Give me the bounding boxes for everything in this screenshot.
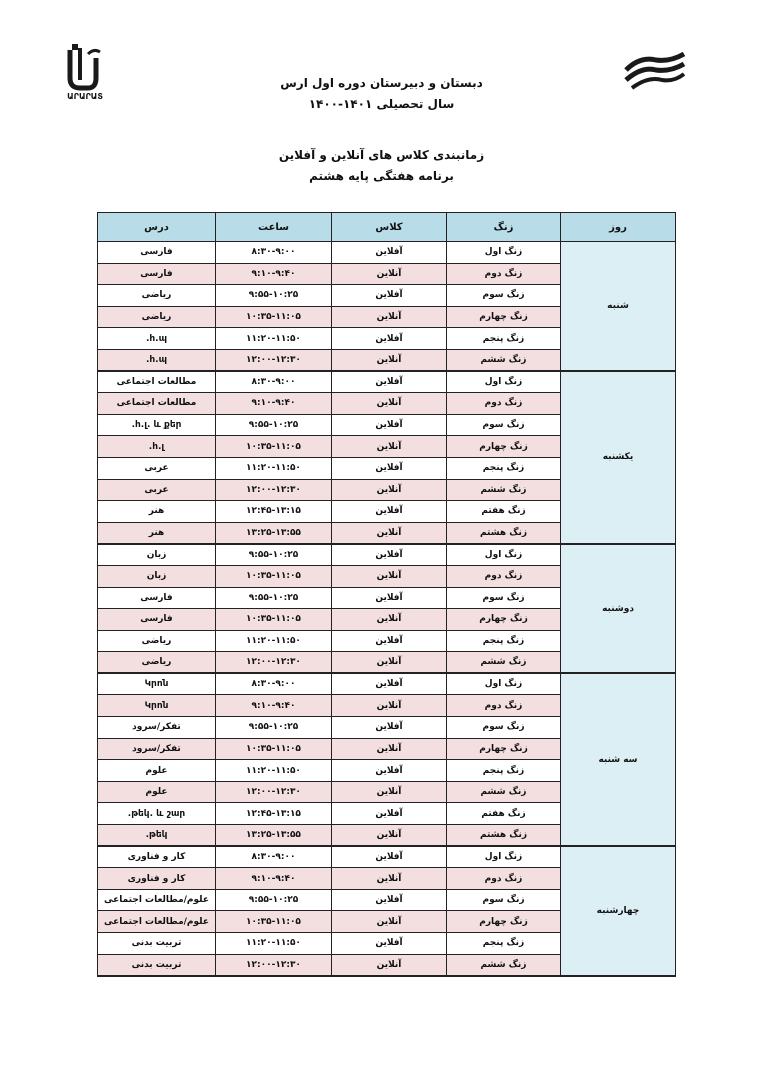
bell-cell: زنگ چهارم	[447, 609, 561, 631]
bell-cell: زنگ دوم	[447, 393, 561, 415]
time-cell: ۱۳:۲۵-۱۳:۵۵	[216, 522, 332, 544]
bell-cell: زنگ هفتم	[447, 501, 561, 523]
class-mode-cell: آفلاین	[332, 371, 447, 393]
class-mode-cell: آنلاین	[332, 263, 447, 285]
table-row	[98, 673, 676, 695]
time-cell: ۱۰:۳۵-۱۱:۰۵	[216, 738, 332, 760]
academic-year: سال تحصیلی ۱۴۰۱-۱۴۰۰	[308, 97, 455, 111]
time-cell: ۱۲:۰۰-۱۲:۳۰	[216, 479, 332, 501]
time-cell: ۹:۱۰-۹:۴۰	[216, 868, 332, 890]
class-mode-cell: آفلاین	[332, 673, 447, 695]
bell-cell: زنگ پنجم	[447, 933, 561, 955]
lesson-cell: ریاضی	[98, 630, 216, 652]
class-mode-cell: آفلاین	[332, 328, 447, 350]
weekly-schedule-table	[97, 212, 676, 977]
table-row	[98, 846, 676, 868]
time-cell: ۹:۱۰-۹:۴۰	[216, 393, 332, 415]
column-header-class: کلاس	[332, 213, 447, 242]
time-cell: ۹:۵۵-۱۰:۲۵	[216, 717, 332, 739]
bell-cell: زنگ سوم	[447, 285, 561, 307]
bell-cell: زنگ پنجم	[447, 328, 561, 350]
bell-cell: زنگ دوم	[447, 868, 561, 890]
time-cell: ۹:۵۵-۱۰:۲۵	[216, 587, 332, 609]
time-cell: ۱۲:۰۰-۱۲:۳۰	[216, 954, 332, 976]
class-mode-cell: آفلاین	[332, 457, 447, 479]
class-mode-cell: آفلاین	[332, 933, 447, 955]
class-mode-cell: آنلاین	[332, 479, 447, 501]
class-mode-cell: آفلاین	[332, 587, 447, 609]
table-header-row	[98, 213, 676, 242]
class-mode-cell: آنلاین	[332, 695, 447, 717]
class-mode-cell: آنلاین	[332, 349, 447, 371]
lesson-cell: ریاضی	[98, 285, 216, 307]
bell-cell: زنگ اول	[447, 673, 561, 695]
time-cell: ۱۱:۲۰-۱۱:۵۰	[216, 328, 332, 350]
time-cell: ۸:۳۰-۹:۰۰	[216, 242, 332, 264]
bell-cell: زنگ اول	[447, 846, 561, 868]
class-mode-cell: آنلاین	[332, 738, 447, 760]
bell-cell: زنگ دوم	[447, 263, 561, 285]
lesson-cell: հ.լ.	[98, 436, 216, 458]
class-mode-cell: آفلاین	[332, 760, 447, 782]
day-cell: یکشنبه	[561, 371, 676, 544]
time-cell: ۱۱:۲۰-۱۱:۵۰	[216, 630, 332, 652]
class-mode-cell: آفلاین	[332, 242, 447, 264]
time-cell: ۱۰:۳۵-۱۱:۰۵	[216, 436, 332, 458]
bell-cell: زنگ سوم	[447, 717, 561, 739]
column-header-lesson: درس	[98, 213, 216, 242]
time-cell: ۱۲:۰۰-۱۲:۳۰	[216, 652, 332, 674]
lesson-cell: زبان	[98, 544, 216, 566]
lesson-cell: فارسی	[98, 242, 216, 264]
time-cell: ۱۰:۳۵-۱۱:۰۵	[216, 911, 332, 933]
class-mode-cell: آفلاین	[332, 846, 447, 868]
class-mode-cell: آنلاین	[332, 911, 447, 933]
bell-cell: زنگ اول	[447, 371, 561, 393]
bell-cell: زنگ سوم	[447, 587, 561, 609]
lesson-cell: مطالعات اجتماعی	[98, 393, 216, 415]
lesson-cell: Կրոն	[98, 695, 216, 717]
time-cell: ۱۱:۲۰-۱۱:۵۰	[216, 457, 332, 479]
time-cell: ۹:۱۰-۹:۴۰	[216, 263, 332, 285]
class-mode-cell: آفلاین	[332, 889, 447, 911]
time-cell: ۱۲:۴۵-۱۳:۱۵	[216, 803, 332, 825]
class-mode-cell: آفلاین	[332, 414, 447, 436]
school-name: دبستان و دبیرستان دوره اول ارس	[280, 76, 483, 90]
lesson-cell: հ.լ. և քեր.	[98, 414, 216, 436]
time-cell: ۱۲:۰۰-۱۲:۳۰	[216, 781, 332, 803]
bell-cell: زنگ ششم	[447, 781, 561, 803]
bell-cell: زنگ هشتم	[447, 825, 561, 847]
time-cell: ۱۰:۳۵-۱۱:۰۵	[216, 565, 332, 587]
bell-cell: زنگ چهارم	[447, 306, 561, 328]
class-mode-cell: آفلاین	[332, 717, 447, 739]
lesson-cell: تفکر/سرود	[98, 738, 216, 760]
lesson-cell: Կրոն	[98, 673, 216, 695]
bell-cell: زنگ چهارم	[447, 436, 561, 458]
class-mode-cell: آفلاین	[332, 803, 447, 825]
lesson-cell: کار و فناوری	[98, 846, 216, 868]
class-mode-cell: آنلاین	[332, 609, 447, 631]
lesson-cell: هنر	[98, 522, 216, 544]
time-cell: ۱۰:۳۵-۱۱:۰۵	[216, 609, 332, 631]
day-cell: شنبه	[561, 242, 676, 372]
time-cell: ۹:۵۵-۱۰:۲۵	[216, 889, 332, 911]
lesson-cell: هنر	[98, 501, 216, 523]
time-cell: ۱۱:۲۰-۱۱:۵۰	[216, 760, 332, 782]
bell-cell: زنگ سوم	[447, 889, 561, 911]
class-mode-cell: آنلاین	[332, 522, 447, 544]
lesson-cell: زبان	[98, 565, 216, 587]
column-header-time: ساعت	[216, 213, 332, 242]
lesson-cell: علوم	[98, 760, 216, 782]
time-cell: ۹:۱۰-۹:۴۰	[216, 695, 332, 717]
bell-cell: زنگ ششم	[447, 652, 561, 674]
time-cell: ۸:۳۰-۹:۰۰	[216, 673, 332, 695]
time-cell: ۱۲:۴۵-۱۳:۱۵	[216, 501, 332, 523]
lesson-cell: علوم/مطالعات اجتماعی	[98, 889, 216, 911]
bell-cell: زنگ پنجم	[447, 457, 561, 479]
day-cell: سه شنبه	[561, 673, 676, 846]
table-row	[98, 242, 676, 264]
time-cell: ۸:۳۰-۹:۰۰	[216, 846, 332, 868]
lesson-cell: فارسی	[98, 587, 216, 609]
lesson-cell: عربی	[98, 479, 216, 501]
bell-cell: زنگ اول	[447, 242, 561, 264]
lesson-cell: کار و فناوری	[98, 868, 216, 890]
class-mode-cell: آنلاین	[332, 565, 447, 587]
day-cell: چهارشنبه	[561, 846, 676, 976]
lesson-cell: ریاضی	[98, 652, 216, 674]
time-cell: ۹:۵۵-۱۰:۲۵	[216, 544, 332, 566]
class-mode-cell: آنلاین	[332, 954, 447, 976]
lesson-cell: فارسی	[98, 263, 216, 285]
bell-cell: زنگ ششم	[447, 479, 561, 501]
lesson-cell: تربیت بدنی	[98, 933, 216, 955]
bell-cell: زنگ ششم	[447, 349, 561, 371]
time-cell: ۱۱:۲۰-۱۱:۵۰	[216, 933, 332, 955]
lesson-cell: թեկ. և շար.	[98, 803, 216, 825]
lesson-cell: تفکر/سرود	[98, 717, 216, 739]
class-mode-cell: آنلاین	[332, 306, 447, 328]
class-mode-cell: آنلاین	[332, 825, 447, 847]
lesson-cell: հ.պ.	[98, 328, 216, 350]
class-mode-cell: آنلاین	[332, 436, 447, 458]
time-cell: ۱۳:۲۵-۱۳:۵۵	[216, 825, 332, 847]
class-mode-cell: آنلاین	[332, 781, 447, 803]
column-header-bell: زنگ	[447, 213, 561, 242]
bell-cell: زنگ دوم	[447, 695, 561, 717]
time-cell: ۹:۵۵-۱۰:۲۵	[216, 414, 332, 436]
table-row	[98, 544, 676, 566]
bell-cell: زنگ هفتم	[447, 803, 561, 825]
schedule-title: زمانبندی کلاس های آنلاین و آفلاین	[278, 148, 485, 162]
class-mode-cell: آنلاین	[332, 868, 447, 890]
column-header-day: روز	[561, 213, 676, 242]
bell-cell: زنگ چهارم	[447, 911, 561, 933]
logo-text: ԱՐԱՐԱՏ	[67, 92, 103, 101]
bell-cell: زنگ اول	[447, 544, 561, 566]
bell-cell: زنگ سوم	[447, 414, 561, 436]
lesson-cell: علوم/مطالعات اجتماعی	[98, 911, 216, 933]
lesson-cell: թեկ.	[98, 825, 216, 847]
class-mode-cell: آفلاین	[332, 501, 447, 523]
lesson-cell: عربی	[98, 457, 216, 479]
lesson-cell: հ.պ.	[98, 349, 216, 371]
time-cell: ۱۲:۰۰-۱۲:۳۰	[216, 349, 332, 371]
time-cell: ۹:۵۵-۱۰:۲۵	[216, 285, 332, 307]
day-cell: دوشنبه	[561, 544, 676, 674]
bell-cell: زنگ دوم	[447, 565, 561, 587]
class-mode-cell: آنلاین	[332, 652, 447, 674]
class-mode-cell: آفلاین	[332, 544, 447, 566]
bell-cell: زنگ پنجم	[447, 630, 561, 652]
class-mode-cell: آفلاین	[332, 630, 447, 652]
class-mode-cell: آفلاین	[332, 285, 447, 307]
bell-cell: زنگ چهارم	[447, 738, 561, 760]
bell-cell: زنگ پنجم	[447, 760, 561, 782]
time-cell: ۸:۳۰-۹:۰۰	[216, 371, 332, 393]
schedule-subtitle: برنامه هفتگی پایه هشتم	[309, 169, 454, 183]
table-row	[98, 371, 676, 393]
bell-cell: زنگ هشتم	[447, 522, 561, 544]
lesson-cell: علوم	[98, 781, 216, 803]
lesson-cell: مطالعات اجتماعی	[98, 371, 216, 393]
class-mode-cell: آنلاین	[332, 393, 447, 415]
lesson-cell: تربیت بدنی	[98, 954, 216, 976]
bell-cell: زنگ ششم	[447, 954, 561, 976]
lesson-cell: ریاضی	[98, 306, 216, 328]
time-cell: ۱۰:۳۵-۱۱:۰۵	[216, 306, 332, 328]
lesson-cell: فارسی	[98, 609, 216, 631]
